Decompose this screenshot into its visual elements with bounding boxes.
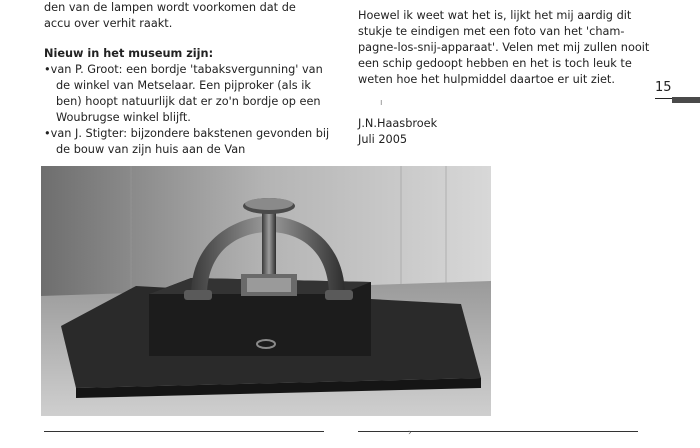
signature-block [358, 116, 648, 148]
right-line-4: een schip gedoopt hebben en het is toch leuk te [358, 57, 632, 70]
right-line-1: Hoewel ik weet wat het is, lijkt het mij aardig dit [358, 9, 632, 22]
champagne-cutter-photo [41, 166, 491, 416]
bullet1-line-1: van P. Groot: een bordje 'tabaksvergunning' van [50, 63, 323, 76]
page-number-bar [672, 97, 700, 103]
left-column [44, 0, 334, 158]
intro-line-1: den van de lampen wordt voorkomen dat de [44, 1, 296, 14]
right-column [358, 8, 648, 148]
page-number: 15 [655, 80, 672, 95]
bullet1-line-2: de winkel van Metselaar. Een pijproker (als ik [56, 79, 311, 92]
footer-rule-right [358, 431, 638, 432]
bullet-icon: • [44, 63, 51, 76]
bullet1-line-3: ben) hoopt natuurlijk dat er zo'n bordje op een [56, 95, 321, 108]
bullet-item-groot [44, 62, 334, 126]
bullet2-line-2: de bouw van zijn huis aan de Van [56, 143, 246, 156]
section-heading: Nieuw in het museum zijn: [44, 47, 214, 60]
footer-rule-left [44, 431, 324, 432]
footer-mark: › [408, 428, 412, 438]
bullet-item-stigter [44, 126, 334, 158]
right-line-3: pagne-los-snij-apparaat'. Velen met mij zullen nooit [358, 41, 650, 54]
publication-date: Juli 2005 [358, 133, 408, 146]
stray-mark: ı [380, 98, 383, 108]
bullet1-line-4: Woubrugse winkel blijft. [56, 111, 191, 124]
page-number-rule [655, 98, 672, 99]
intro-line-2: accu over verhit raakt. [44, 17, 173, 30]
author-name: J.N.Haasbroek [358, 117, 438, 130]
right-line-2: stukje te eindigen met een foto van het 'cham- [358, 25, 625, 38]
bullet2-line-1: van J. Stigter: bijzondere bakstenen gevonden bij [50, 127, 330, 140]
bullet-icon: • [44, 127, 51, 140]
right-line-5: weten hoe het hulpmiddel daartoe er uit ziet. [358, 73, 615, 86]
